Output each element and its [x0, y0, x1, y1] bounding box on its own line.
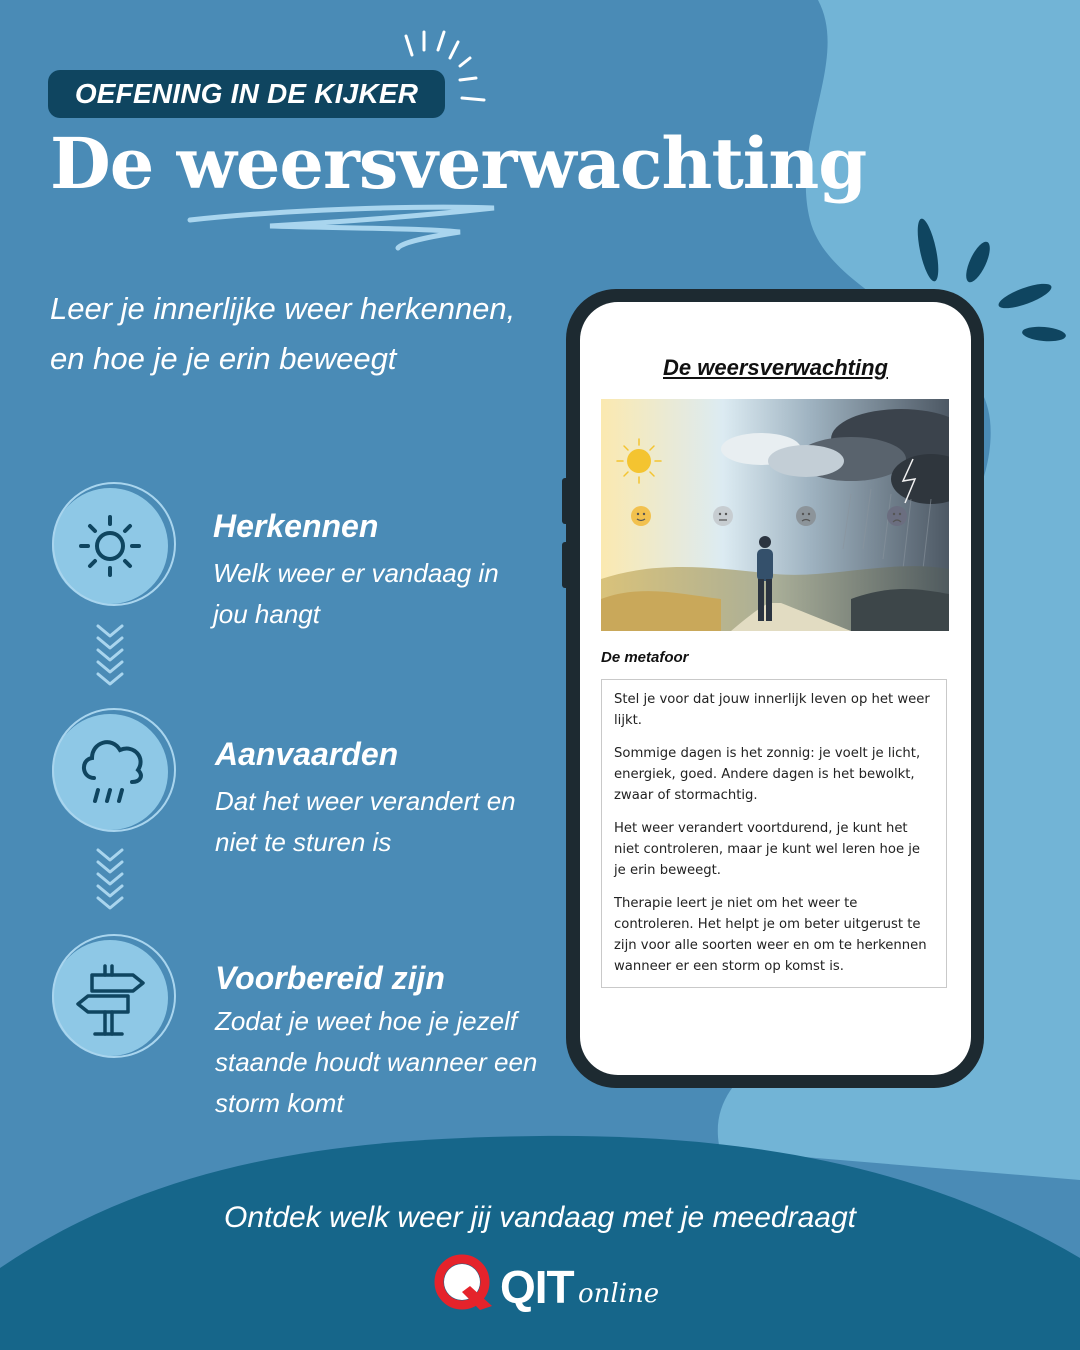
step-title-voorbereid-zijn: Voorbereid zijn [215, 960, 445, 996]
section-title: De metafoor [601, 649, 689, 666]
phone-screen [580, 302, 971, 1075]
paragraph: Stel je voor dat jouw innerlijk leven op het weer lijkt. [614, 692, 930, 728]
step-text-herkennen: Welk weer er vandaag in jou hangt [213, 558, 499, 629]
paragraph: Sommige dagen is het zonnig: je voelt je licht, energiek, goed. Andere dagen is het bewolkt, zwaar of stormachtig. [614, 746, 921, 803]
category-badge: OEFENING IN DE KIJKER [48, 70, 445, 118]
phone-side-button [562, 542, 570, 588]
phone-side-button [562, 478, 570, 524]
step-text-aanvaarden: Dat het weer verandert en niet te sturen is [215, 786, 516, 857]
paragraph: Therapie leert je niet om het weer te controleren. Het helpt je om beter uitgerust te zijn voor alle soorten weer en om te herkennen wanneer er een storm op komst is. [614, 896, 927, 974]
qit-logo-icon [439, 1259, 492, 1310]
call-to-action: Ontdek welk weer jij vandaag met je meedraagt [224, 1201, 856, 1234]
step-title-herkennen: Herkennen [213, 508, 379, 544]
step-text-voorbereid-zijn: Zodat je weet hoe je jezelf staande houdt wanneer een storm komt [215, 1006, 538, 1118]
page-subtitle: Leer je innerlijke weer herkennen, en hoe je je erin beweegt [50, 291, 516, 376]
brand-suffix: online [578, 1279, 660, 1309]
step-title-aanvaarden: Aanvaarden [215, 736, 399, 772]
paragraph: Het weer verandert voortdurend, je kunt het niet controleren, maar je kunt wel leren hoe je je erin beweegt. [614, 821, 921, 878]
text-box [601, 679, 947, 988]
weather-illustration [601, 399, 949, 631]
page-title: De weersverwachting [50, 122, 867, 205]
brand-name: QIT [500, 1261, 574, 1313]
document-title: De weersverwachting [663, 355, 888, 380]
